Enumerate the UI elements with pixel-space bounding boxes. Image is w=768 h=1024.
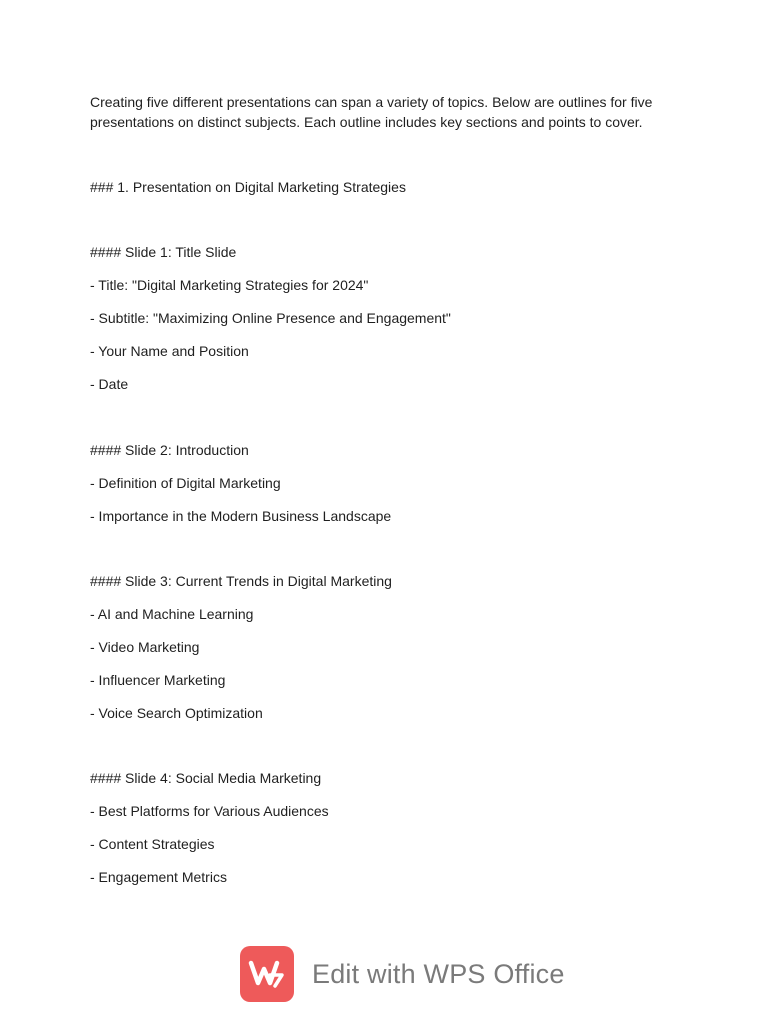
list-item: - Best Platforms for Various Audiences [90,803,329,819]
edit-with-wps-label[interactable]: Edit with WPS Office [312,958,565,989]
list-item: - Engagement Metrics [90,869,227,885]
wps-w-mark-icon [248,959,286,989]
list-item: - Subtitle: "Maximizing Online Presence and Engagement" [90,310,451,326]
list-item: - Your Name and Position [90,343,249,359]
slide-heading: #### Slide 1: Title Slide [90,244,237,260]
list-item: - Title: "Digital Marketing Strategies for 2024" [90,277,369,293]
list-item: - Influencer Marketing [90,672,226,688]
slide-heading: #### Slide 3: Current Trends in Digital Marketing [90,573,392,589]
section-heading: ### 1. Presentation on Digital Marketing Strategies [90,179,406,195]
edit-with-wps-banner[interactable] [240,946,565,1002]
list-item: - Content Strategies [90,836,215,852]
list-item: - AI and Machine Learning [90,606,254,622]
list-item: - Definition of Digital Marketing [90,475,281,491]
wps-logo-icon [240,946,294,1002]
list-item: - Video Marketing [90,639,200,655]
slide-heading: #### Slide 2: Introduction [90,442,249,458]
list-item: - Importance in the Modern Business Landscape [90,508,392,524]
slide-heading: #### Slide 4: Social Media Marketing [90,770,322,786]
list-item: - Voice Search Optimization [90,705,263,721]
intro-paragraph: Creating five different presentations can span a variety of topics. Below are outlines for five presentations on distinct subjects. Each outline includes key sections and points to cover. [90,94,653,130]
list-item: - Date [90,376,129,392]
